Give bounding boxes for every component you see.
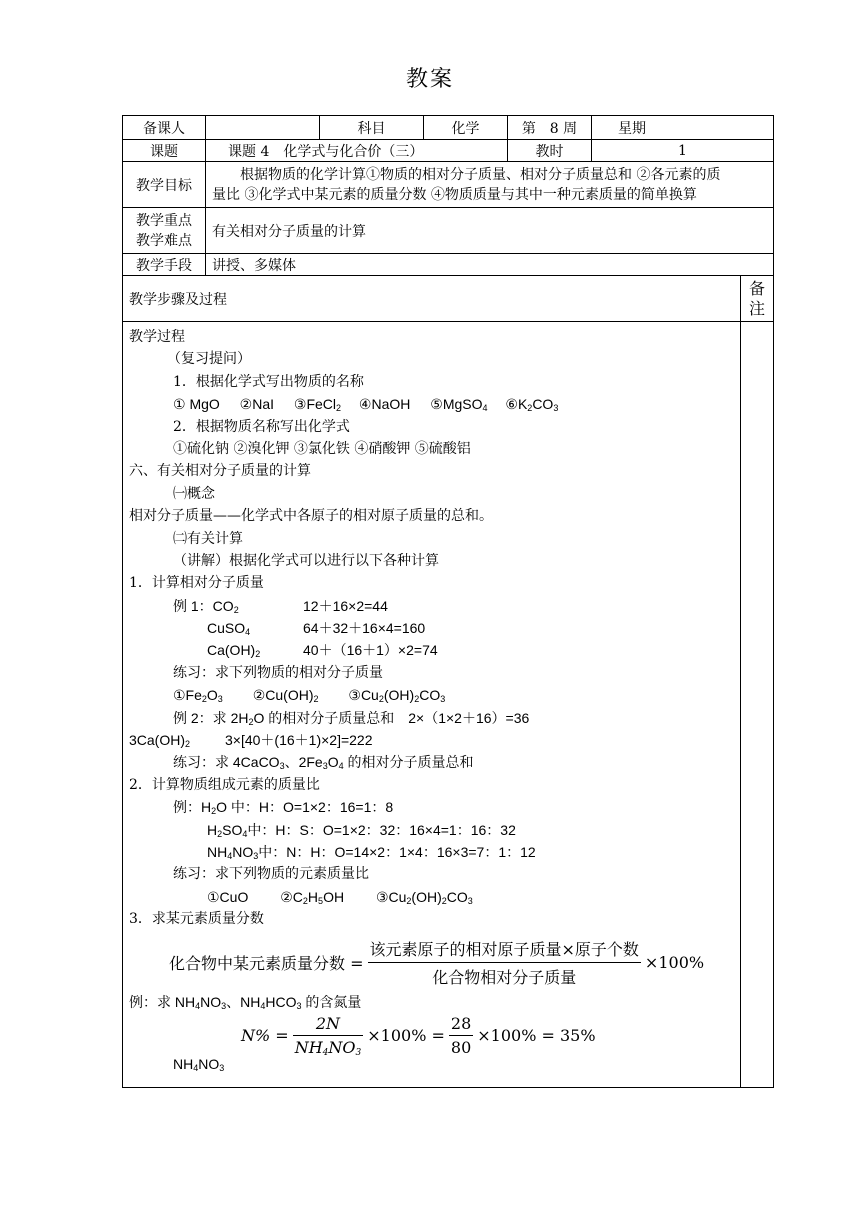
item-mgo: ① MgO — [173, 396, 220, 413]
lecture-note: （讲解）根据化学式可以进行以下各种计算 — [173, 552, 439, 569]
goals-line-1: 根据物质的化学计算①物质的相对分子质量、相对分子质量总和 ②各元素的质 — [240, 166, 721, 183]
remark-char-2: 注 — [748, 298, 765, 318]
goals-label: 教学目标 — [123, 162, 206, 208]
item-k2co3: $⑥K_2CO_3$ — [505, 396, 559, 414]
row-means — [123, 254, 774, 276]
mass-fraction-fraction: $\frac{\text{该元素原子的相对原子质量×原子个数}}{\text{化合物相对分子质量}}$ — [368, 937, 641, 988]
calc-2-heading: 2．计算物质组成元素的质量比 — [129, 776, 320, 793]
period-value: 1 — [592, 140, 774, 162]
example-nitrogen: 例：求 $NH_4NO_3$、$NH_4HCO_3$ 的含氮量 — [129, 993, 362, 1011]
item-nai: ②NaI — [239, 396, 275, 413]
ratio-nh4no3: $NH_4NO_3$中：N：H：O=14×2：1×4：16×3=7：1：12 — [207, 843, 536, 861]
example-1-co2: 例 1：$CO_2$ 12＋16×2=44 — [173, 597, 388, 615]
concept-heading: ㈠概念 — [173, 485, 215, 502]
task-2: 2．根据物质名称写出化学式 — [173, 418, 350, 435]
name-list: ①硫化钠 ②溴化钾 ③氯化铁 ④硝酸钾 ⑤硫酸铝 — [173, 440, 471, 457]
topic-value: 课题 4 化学式与化合价（三） — [206, 140, 508, 162]
example-2: 例 2：求 $2H_2O$ 的相对分子质量总和 2×（1×2＋16）=36 — [173, 709, 530, 727]
remark-char-1: 备 — [748, 278, 765, 298]
practice-2: 练习：求 4CaCO$_3$、$2Fe_3O_4$ 的相对分子质量总和 — [173, 754, 474, 772]
keypoints-value: 有关相对分子质量的计算 — [206, 208, 774, 254]
practice-1: 练习：求下列物质的相对分子质量 — [173, 664, 383, 681]
example-1-cuso4: CuSO$_4$ 64＋32＋16×4=160 — [207, 620, 426, 638]
means-value: 讲授、多媒体 — [206, 254, 774, 276]
row-body — [123, 322, 774, 1088]
nitrogen-fraction-2: $\frac{28}{80}$ — [450, 1014, 472, 1058]
page-title: 教案 — [405, 67, 454, 92]
practice-3: 练习：求下列物质的元素质量比 — [173, 866, 369, 883]
item-fecl2: ③FeCl$_2$ — [293, 396, 342, 414]
ratio-h2o: 例：$H_2O$ 中：H：O=1×2：16=1：8 — [173, 799, 394, 817]
nitrogen-formula: N% = $\frac{2N}{NH_4NO_3}$ ×100% = $\frac{28}{80}$ ×100% = 35% — [241, 1014, 596, 1059]
week-cell: 第 8 周 — [508, 116, 592, 140]
section-six: 六、有关相对分子质量的计算 — [129, 463, 311, 480]
preparer-value — [206, 116, 320, 140]
means-label: 教学手段 — [123, 254, 206, 276]
row-goals — [123, 162, 774, 208]
ratio-h2so4: $H_2SO_4$中：H：S：O=1×2：32：16×4=1：16：32 — [207, 821, 516, 839]
subject-label: 科目 — [320, 116, 424, 140]
practice-1-items: $①Fe_2O_3$ $②Cu(OH)_2$ $③Cu_2(OH)_2CO_3$ — [173, 687, 446, 705]
formula-list — [129, 393, 734, 415]
goals-value — [206, 162, 774, 208]
mass-fraction-formula: 化合物中某元素质量分数 = $\frac{\text{该元素原子的相对原子质量×原子个数}}{\text{化合物相对分子质量}}$ ×100% — [129, 935, 734, 991]
topic-label: 课题 — [123, 140, 206, 162]
calc-3-heading: 3．求某元素质量分数 — [129, 911, 264, 928]
preparer-label: 备课人 — [123, 116, 206, 140]
example-1-caoh2: $Ca(OH)_2$ 40＋（16＋1）×2=74 — [207, 642, 438, 660]
keypoints-label — [123, 208, 206, 254]
review-heading: （复习提问） — [167, 351, 251, 368]
teaching-process — [123, 322, 741, 1088]
calc-1-heading: 1．计算相对分子质量 — [129, 575, 264, 592]
weekday-cell: 星期 — [592, 116, 774, 140]
row-preparer — [123, 116, 774, 140]
process-heading: 教学过程 — [129, 329, 185, 345]
keypoints-label-1: 教学重点 — [136, 212, 192, 229]
remark-column — [741, 322, 774, 1088]
row-steps-header — [123, 276, 774, 322]
subject-value: 化学 — [424, 116, 508, 140]
example-2-caoh2: $3Ca(OH)_2$ 3×[40＋(16＋1)×2]=222 — [129, 732, 373, 750]
lesson-plan-table — [122, 115, 774, 1088]
keypoints-label-2: 教学难点 — [136, 232, 192, 249]
nh4no3-label: $NH_4NO_3$ — [173, 1055, 225, 1073]
concept-definition: 相对分子质量——化学式中各原子的相对原子质量的总和。 — [129, 508, 493, 525]
calc-heading: ㈡有关计算 — [173, 530, 243, 547]
row-keypoints — [123, 208, 774, 254]
goals-line-2: 量比 ③化学式中某元素的质量分数 ④物质质量与其中一种元素质量的简单换算 — [212, 186, 697, 203]
period-label: 教时 — [508, 140, 592, 162]
practice-3-items: ①CuO $②C_2H_5OH$ $③Cu_2(OH)_2CO_3$ — [207, 888, 473, 906]
remark-header — [741, 276, 774, 322]
item-naoh: ④NaOH — [358, 396, 411, 413]
steps-header: 教学步骤及过程 — [123, 276, 741, 322]
nitrogen-fraction: $\frac{2N}{NH_4NO_3}$ — [294, 1014, 362, 1059]
item-mgso4: ⑤MgSO$_4$ — [430, 396, 488, 414]
task-1: 1．根据化学式写出物质的名称 — [173, 373, 364, 390]
row-topic — [123, 140, 774, 162]
